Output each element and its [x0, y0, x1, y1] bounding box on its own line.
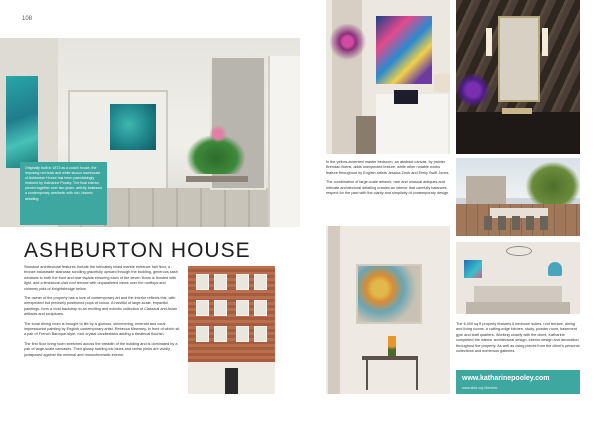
townhouse-facade-photo: [188, 266, 275, 394]
paragraph: The owner of the property has a love of contemporary art and the interior reflects this, with unexpected but precisely positioned pops of colour. A handful of large-scale, impactful paintings, form a vivid backdrop to an exciting and eclectic collection of Classical and Asian artifacts and sculptures.: [24, 296, 178, 317]
console-artwork-photo: [326, 226, 450, 394]
bathroom-photo: [456, 0, 580, 154]
membership-text: www.sbid.org Member: [462, 386, 498, 390]
article-headline: ASHBURTON HOUSE: [24, 239, 251, 262]
paragraph: The combination of large-scale artwork, rare and unusual antiques and intricate architectural detailing creates an interior that carefully balances respect for the past with the clarity and simplicity of contemporary design.: [326, 180, 450, 196]
website-link[interactable]: www.katharinepooley.com: [462, 375, 550, 382]
page-number: 108: [22, 16, 33, 22]
photo-caption: Originally built in 1873 as a coach house, the imposing red brick and white stucco townhouse of Ashburton House has been painstakingly restored by Katharine Pooley. The final interior, pieced together over two years, artfully balances a contemporary aesthetic with rich, historic detailing: [20, 162, 107, 225]
bedroom-photo: [326, 0, 450, 154]
paragraph: The first floor living room stretches across the breadth of the building and is dominated by a pair of large-scale canvases. Their glossy swirling ink blues and cerise pinks are vividly juxtaposed against the minimal and monochromatic interior.: [24, 341, 178, 357]
paragraph: In the yellow-accented master bedroom, an abstract canvas, by painter Brendan Burns, adds unexpected texture, while other notable works feature throughout by English artists Jessica Zoob and Emily Swift Jones.: [326, 160, 450, 175]
paragraph: Standout architectural features include the intricately inlaid marble entrance hall floor, a bronze balustrade staircase scrolling gracefully upward through the building, generous sash windows to both the front and rear façade ensuring each of the seven floors is flooded with light, and a limestone-clad roof terrace with unparalleled views over the rooftops and chimney pots of Knightsbridge below.: [24, 265, 178, 291]
living-room-photo: [456, 242, 580, 314]
roof-terrace-photo: [456, 158, 580, 236]
paragraph: The 6,000 sq ft property features 6 bedroom suites, roof terrace, dining and living rooms, a cutting-edge kitchen, study, powder room, basement gym and staff quarters. Working closely with the client, Katharine completed the interior architectural design, interior design and decoration throughout the property. As well as using pieces from the client's personal collections and numerous galleries.: [456, 322, 580, 354]
body-column-right-top: [326, 160, 450, 200]
body-column-right-bottom: [456, 322, 580, 358]
website-banner[interactable]: [456, 370, 580, 394]
paragraph: The tonal dining room is brought to life by a glorious, shimmering, emerald and coral impressionist painting by English contemporary artist, Rebecca Mewmey, in front of which sit a pair of French Baroque-style, rock crystal candlesticks adding a theatrical flourish.: [24, 321, 180, 337]
body-column-left: [24, 265, 180, 362]
